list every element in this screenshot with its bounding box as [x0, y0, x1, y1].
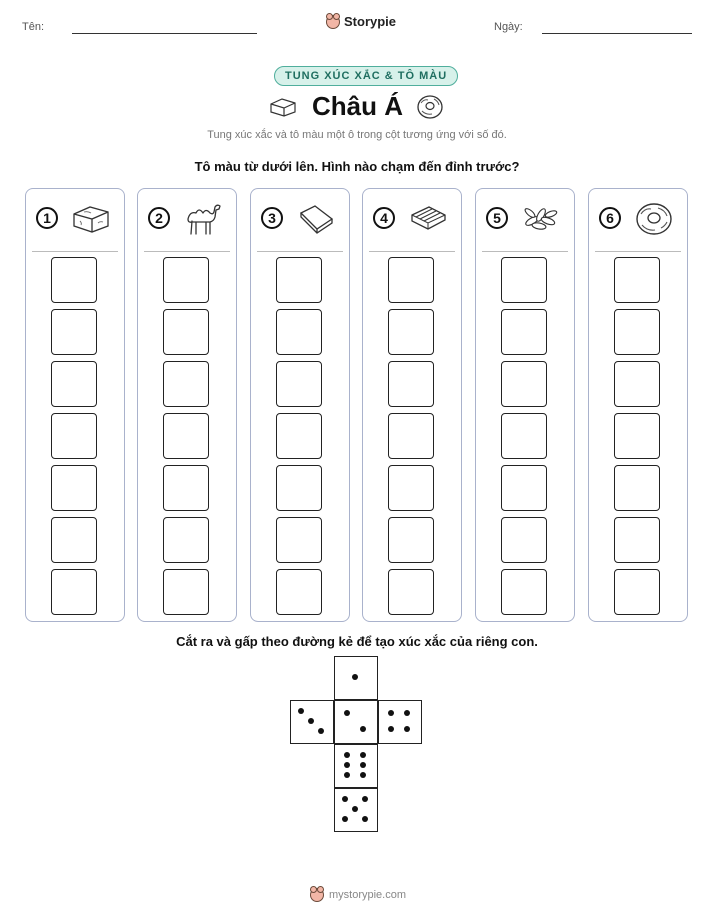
seeds-icon — [520, 201, 562, 237]
instruction: Tô màu từ dưới lên. Hình nào chạm đến đỉnh trước? — [194, 159, 520, 174]
color-box[interactable] — [388, 465, 434, 511]
dice-face-5 — [334, 788, 378, 832]
column-number: 4 — [373, 207, 395, 229]
column-header — [138, 189, 236, 251]
column-header — [476, 189, 574, 251]
dice-face-3 — [290, 700, 334, 744]
color-box[interactable] — [163, 257, 209, 303]
dice-face-1 — [334, 656, 378, 700]
brand-name: Storypie — [344, 14, 397, 29]
activity-badge: TUNG XÚC XẮC & TÔ MÀU — [274, 66, 458, 86]
color-box[interactable] — [163, 569, 209, 615]
column-3 — [250, 188, 350, 622]
color-box[interactable] — [388, 413, 434, 459]
color-box[interactable] — [51, 517, 97, 563]
color-box[interactable] — [276, 465, 322, 511]
column-number: 5 — [486, 207, 508, 229]
column-divider — [32, 251, 118, 252]
color-box[interactable] — [51, 465, 97, 511]
column-divider — [482, 251, 568, 252]
column-4 — [362, 188, 462, 622]
color-box[interactable] — [51, 413, 97, 459]
tofu-icon — [268, 96, 298, 118]
column-header — [26, 189, 124, 251]
column-divider — [369, 251, 455, 252]
column-number: 3 — [261, 207, 283, 229]
color-box[interactable] — [51, 361, 97, 407]
brand-logo — [326, 14, 396, 29]
color-box[interactable] — [614, 517, 660, 563]
footer — [310, 888, 406, 902]
color-box[interactable] — [388, 309, 434, 355]
color-box[interactable] — [388, 569, 434, 615]
color-box[interactable] — [501, 309, 547, 355]
color-box[interactable] — [501, 413, 547, 459]
color-box[interactable] — [51, 309, 97, 355]
column-number: 6 — [599, 207, 621, 229]
color-box[interactable] — [501, 361, 547, 407]
bear-icon — [326, 15, 340, 29]
color-box[interactable] — [276, 361, 322, 407]
color-box[interactable] — [501, 465, 547, 511]
column-1 — [25, 188, 125, 622]
name-line[interactable] — [72, 33, 257, 34]
tofu-icon — [70, 201, 112, 237]
name-label: Tên: — [22, 21, 45, 33]
color-box[interactable] — [163, 309, 209, 355]
column-divider — [257, 251, 343, 252]
subtitle: Tung xúc xắc và tô màu một ô trong cột tương ứng với số đó. — [207, 129, 507, 141]
column-5 — [475, 188, 575, 622]
color-box[interactable] — [614, 257, 660, 303]
color-box[interactable] — [163, 413, 209, 459]
color-box[interactable] — [388, 257, 434, 303]
column-divider — [144, 251, 230, 252]
donut-icon — [416, 94, 444, 120]
dice-net[interactable] — [290, 656, 424, 836]
column-header — [589, 189, 687, 251]
page-title: Châu Á — [312, 91, 403, 121]
color-box[interactable] — [614, 465, 660, 511]
dice-face-2 — [334, 700, 378, 744]
column-number: 1 — [36, 207, 58, 229]
color-box[interactable] — [276, 309, 322, 355]
color-box[interactable] — [163, 517, 209, 563]
date-line[interactable] — [542, 33, 692, 34]
color-box[interactable] — [276, 569, 322, 615]
column-header — [363, 189, 461, 251]
color-box[interactable] — [276, 517, 322, 563]
towel-icon — [407, 201, 449, 237]
color-box[interactable] — [276, 257, 322, 303]
column-6 — [588, 188, 688, 622]
folded-cloth-icon — [295, 201, 337, 237]
dice-face-6 — [334, 744, 378, 788]
color-box[interactable] — [614, 309, 660, 355]
donut-icon — [633, 201, 675, 237]
color-box[interactable] — [51, 569, 97, 615]
dice-instruction: Cắt ra và gấp theo đường kẻ để tạo xúc xắc của riêng con. — [176, 634, 538, 649]
footer-url[interactable]: mystorypie.com — [329, 889, 407, 901]
color-box[interactable] — [388, 517, 434, 563]
column-number: 2 — [148, 207, 170, 229]
color-box[interactable] — [501, 569, 547, 615]
column-2 — [137, 188, 237, 622]
camel-icon — [182, 201, 224, 237]
color-box[interactable] — [614, 361, 660, 407]
color-box[interactable] — [163, 465, 209, 511]
color-box[interactable] — [501, 257, 547, 303]
column-divider — [595, 251, 681, 252]
color-box[interactable] — [501, 517, 547, 563]
dice-face-4 — [378, 700, 422, 744]
color-box[interactable] — [614, 569, 660, 615]
color-box[interactable] — [614, 413, 660, 459]
color-box[interactable] — [388, 361, 434, 407]
column-header — [251, 189, 349, 251]
color-box[interactable] — [51, 257, 97, 303]
color-box[interactable] — [163, 361, 209, 407]
bear-icon — [310, 888, 324, 902]
color-box[interactable] — [276, 413, 322, 459]
date-label: Ngày: — [494, 21, 523, 33]
